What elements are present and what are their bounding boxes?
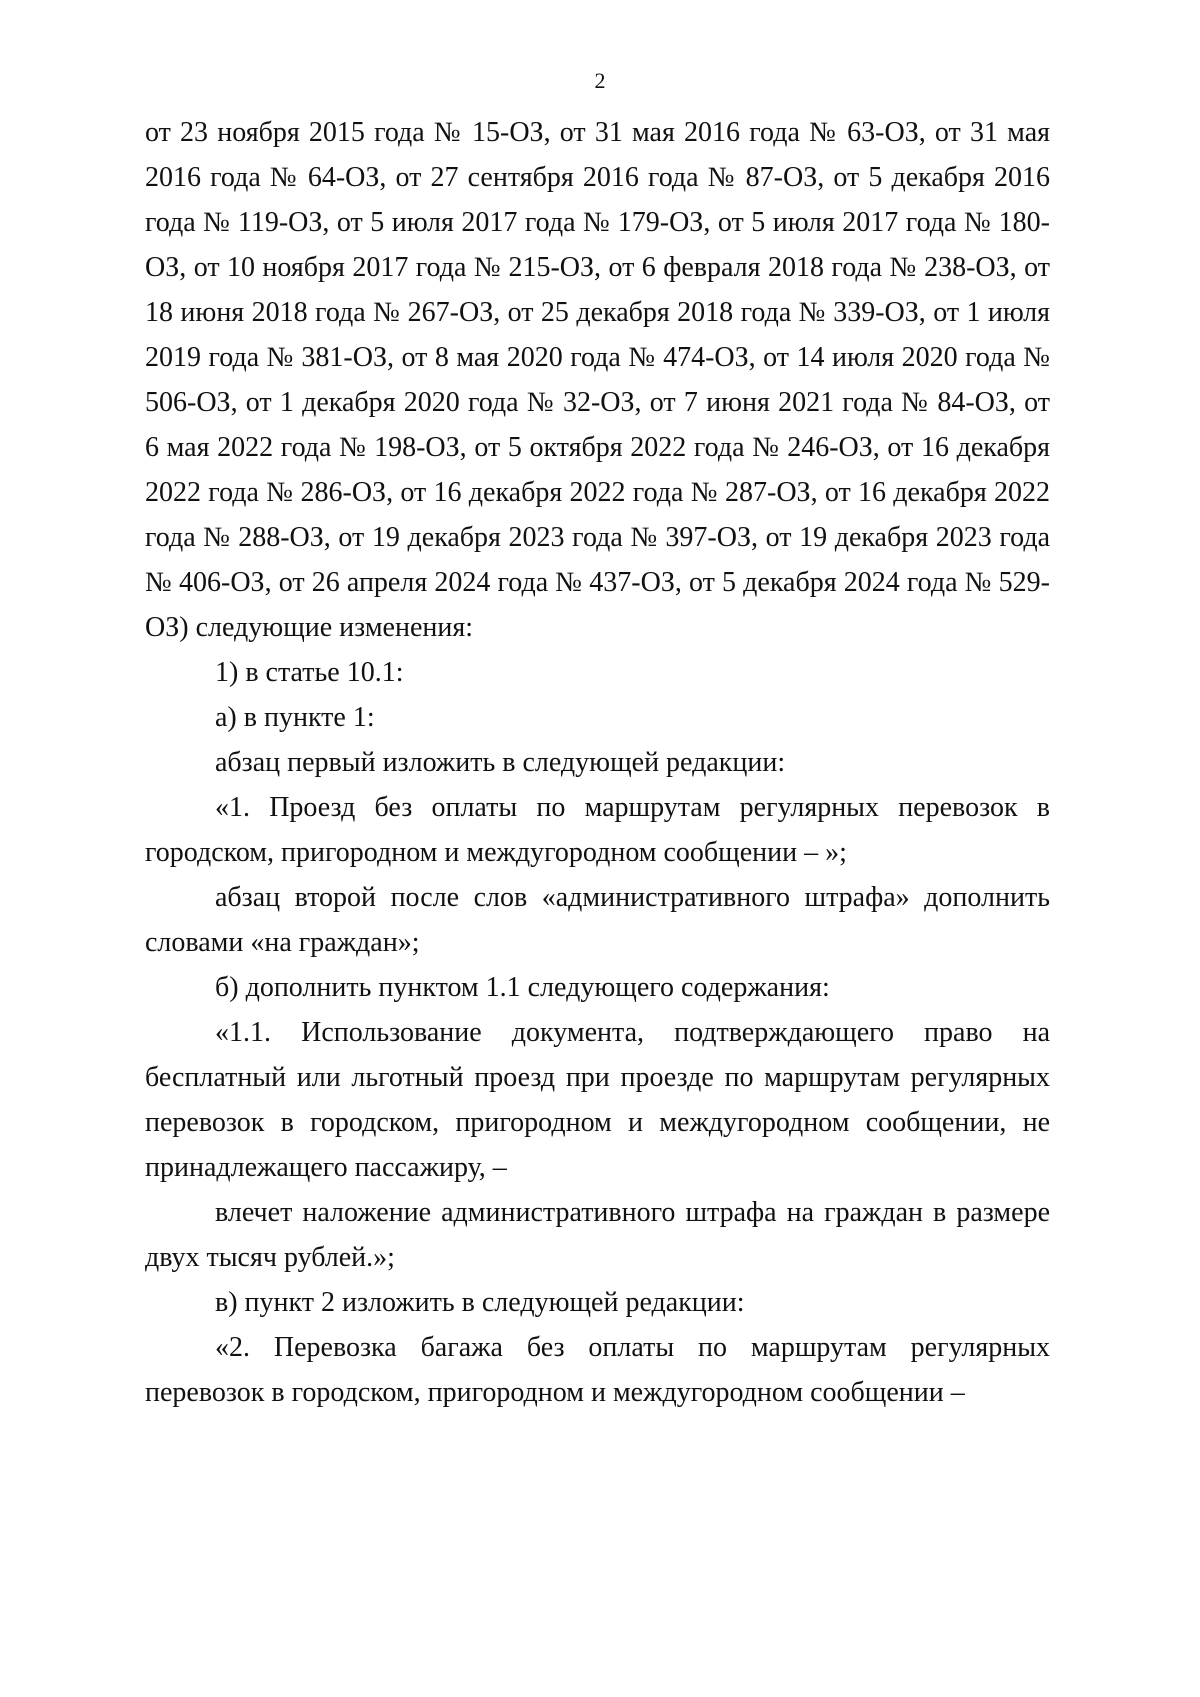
subitem-b: б) дополнить пунктом 1.1 следующего содержания:	[215, 972, 830, 1003]
paragraph-two-instruction: абзац второй после слов «административного штрафа» дополнить словами «на граждан»;	[145, 882, 1050, 958]
quoted-point-1-1: «1.1. Использование документа, подтверждающего право на бесплатный или льготный проезд при проезде по маршрутам регулярных перевозок в городском, пригородном и междугородном сообщении, не принадлежащего пассажиру, –	[145, 1017, 1050, 1183]
penalty-clause: влечет наложение административного штрафа на граждан в размере двух тысяч рублей.»;	[145, 1197, 1050, 1273]
subitem-a: а) в пункте 1:	[215, 702, 375, 733]
quoted-point-1: «1. Проезд без оплаты по маршрутам регулярных перевозок в городском, пригородном и междугородном сообщении – »;	[145, 792, 1050, 868]
page-number: 2	[594, 68, 606, 93]
amendment-list-paragraph: от 23 ноября 2015 года № 15-ОЗ, от 31 мая 2016 года № 63-ОЗ, от 31 мая 2016 года № 64-ОЗ, от 27 сентября 2016 года № 87-ОЗ, от 5 декабря 2016 года № 119-ОЗ, от 5 июля 2017 года № 179-ОЗ, от 5 июля 2017 года № 180-ОЗ, от 10 ноября 2017 года № 215-ОЗ, от 6 февраля 2018 года № 238-ОЗ, от 18 июня 2018 года № 267-ОЗ, от 25 декабря 2018 года № 339-ОЗ, от 1 июля 2019 года № 381-ОЗ, от 8 мая 2020 года № 474-ОЗ, от 14 июля 2020 года № 506-ОЗ, от 1 декабря 2020 года № 32-ОЗ, от 7 июня 2021 года № 84-ОЗ, от 6 мая 2022 года № 198-ОЗ, от 5 октября 2022 года № 246-ОЗ, от 16 декабря 2022 года № 286-ОЗ, от 16 декабря 2022 года № 287-ОЗ, от 16 декабря 2022 года № 288-ОЗ, от 19 декабря 2023 года № 397-ОЗ, от 19 декабря 2023 года № 406-ОЗ, от 26 апреля 2024 года № 437-ОЗ, от 5 декабря 2024 года № 529-ОЗ) следующие изменения:	[145, 117, 1050, 643]
article-10-1-heading: 1) в статье 10.1:	[215, 657, 404, 688]
subitem-v: в) пункт 2 изложить в следующей редакции:	[215, 1287, 745, 1318]
paragraph-one-instruction: абзац первый изложить в следующей редакции:	[215, 747, 786, 778]
document-body	[145, 110, 1050, 1415]
quoted-point-2: «2. Перевозка багажа без оплаты по маршрутам регулярных перевозок в городском, пригородном и междугородном сообщении –	[145, 1332, 1050, 1408]
